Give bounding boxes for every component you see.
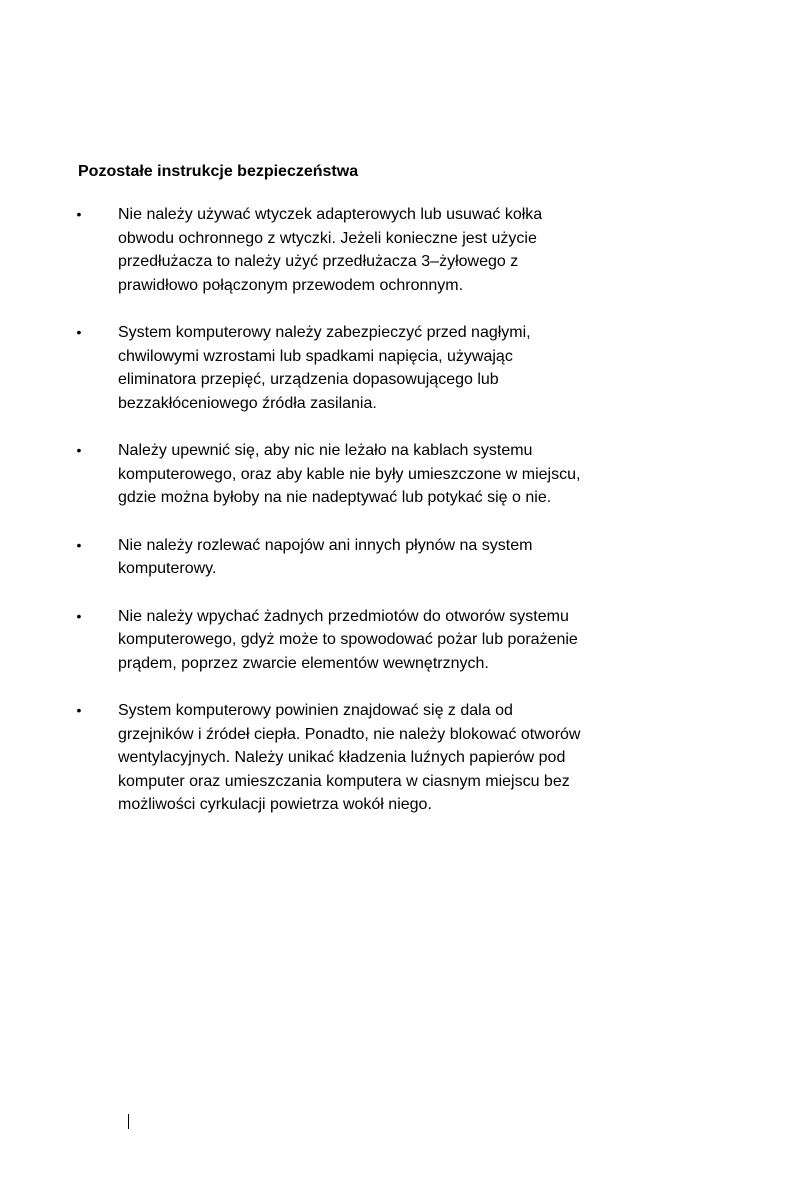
item-text-line: przedłużacza to należy użyć przedłużacza 3–żyłowego z	[118, 253, 519, 270]
item-text-line: prawidłowo połączonym przewodem ochronnym.	[118, 276, 464, 294]
section-title: Pozostałe instrukcje bezpieczeństwa	[78, 163, 359, 180]
bullet-icon: •	[76, 442, 82, 458]
list-item	[73, 699, 773, 817]
item-text-line: gdzie można byłoby na nie nadeptywać lub potykać się o nie.	[118, 489, 552, 506]
item-text-line: Należy upewnić się, aby nic nie leżało na kablach systemu	[118, 442, 533, 459]
list-item	[73, 605, 773, 676]
item-text-line: komputerowego, oraz aby kable nie były umieszczone w miejscu,	[118, 465, 581, 483]
list-item	[73, 203, 773, 297]
item-text-line: System komputerowy należy zabezpieczyć przed nagłymi,	[118, 324, 531, 341]
item-text-line: chwilowymi wzrostami lub spadkami napięcia, używając	[118, 347, 513, 365]
item-text-line: grzejników i źródeł ciepła. Ponadto, nie należy blokować otworów	[118, 725, 581, 743]
item-text-line: Nie należy rozlewać napojów ani innych płynów na system	[118, 536, 533, 554]
item-text-line: komputer oraz umieszczania komputera w ciasnym miejscu bez	[118, 772, 570, 790]
item-text-line: System komputerowy powinien znajdować się z dala od	[118, 702, 513, 719]
item-text-line: eliminatora przepięć, urządzenia dopasowującego lub	[118, 371, 499, 388]
bullet-icon: •	[76, 206, 82, 222]
bullet-icon: •	[76, 536, 82, 553]
item-text-line: Nie należy używać wtyczek adapterowych lub usuwać kołka	[118, 206, 543, 223]
safety-instruction-list	[73, 203, 773, 841]
item-text-line: bezzakłóceniowego źródła zasilania.	[118, 394, 377, 412]
item-text-line: możliwości cyrkulacji powietrza wokół niego.	[118, 796, 432, 813]
item-text-line: komputerowy.	[118, 560, 217, 577]
bullet-icon: •	[76, 702, 82, 718]
list-item	[73, 439, 773, 510]
item-text-line: obwodu ochronnego z wtyczki. Jeżeli konieczne jest użycie	[118, 229, 537, 247]
item-text-line: wentylacyjnych. Należy unikać kładzenia luźnych papierów pod	[118, 749, 566, 766]
list-item	[73, 321, 773, 415]
item-text-line: prądem, poprzez zwarcie elementów wewnętrznych.	[118, 654, 489, 672]
bullet-icon: •	[76, 607, 82, 624]
item-text-line: Nie należy wpychać żadnych przedmiotów do otworów systemu	[118, 607, 569, 625]
bullet-icon: •	[76, 324, 82, 340]
list-item	[73, 534, 773, 581]
page-number-divider	[128, 1114, 129, 1129]
item-text-line: komputerowego, gdyż może to spowodować pożar lub porażenie	[118, 631, 578, 648]
